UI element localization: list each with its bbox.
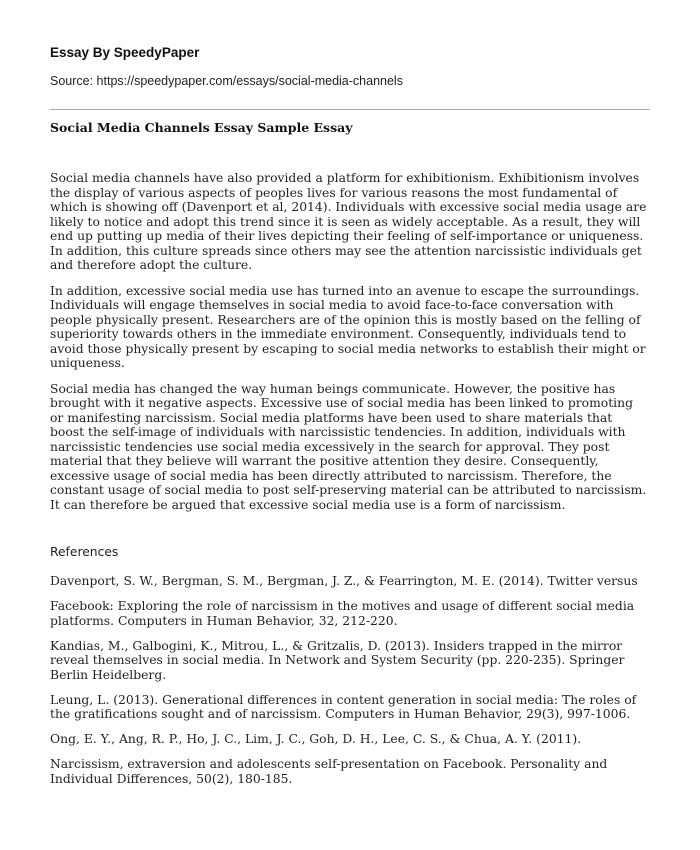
references-section [50,545,650,797]
reference-item: Facebook: Exploring the role of narcissism in the motives and usage of different social media platforms. Computers in Human Behavior, 32, 212-220. [50,599,635,628]
reference-item: Davenport, S. W., Bergman, S. M., Bergman, J. Z., & Fearrington, M. E. (2014). Twitter versus [50,574,638,588]
reference-item: Ong, E. Y., Ang, R. P., Ho, J. C., Lim, J. C., Goh, D. H., Lee, C. S., & Chua, A. Y. (2011). [50,732,582,746]
reference-item: Leung, L. (2013). Generational differences in content generation in social media: The roles of the gratifications sought and of narcissism. Computers in Human Behavior, 29(3), 997-1006. [50,692,637,721]
site-title: Essay By SpeedyPaper [50,45,200,60]
paragraph: Social media channels have also provided a platform for exhibitionism. Exhibitionism involves the display of various aspects of peoples lives for various reasons the most fundamental of which is showing off (Davenport et al, 2014). Individuals with excessive social media usage are likely to notice and adopt this trend since it is seen as widely acceptable. As a result, they will end up putting up media of their lives depicting their feeling of self-importance or uniqueness. In addition, this culture spreads since others may see the attention narcissistic individuals get and therefore adopt the culture. [50,171,647,272]
essay-body [50,171,650,523]
header-divider [50,109,650,110]
essay-title: Social Media Channels Essay Sample Essay [50,120,353,135]
paragraph: Social media has changed the way human beings communicate. However, the positive has brought with it negative aspects. Excessive use of social media has been linked to promoting or manifesting narcissism. Social media platforms have been used to share materials that boost the self-image of individuals with narcissistic tendencies. In addition, individuals with narcissistic tendencies use social media excessively in the search for approval. They post material that they believe will warrant the positive attention they desire. Consequently, excessive usage of social media has been directly attributed to narcissism. Therefore, the constant usage of social media to post self-preserving material can be attributed to narcissism. It can therefore be argued that excessive social media use is a form of narcissism. [50,381,647,512]
source-line: Source: https://speedypaper.com/essays/social-media-channels [50,74,403,88]
paragraph: In addition, excessive social media use has turned into an avenue to escape the surroundings. Individuals will engage themselves in social media to avoid face-to-face conversation with people physically present. Researchers are of the opinion this is mostly based on the felling of superiority towards others in the immediate environment. Consequently, individuals tend to avoid those physically present by escaping to social media networks to establish their might or uniqueness. [50,283,646,370]
reference-item: Kandias, M., Galbogini, K., Mitrou, L., & Gritzalis, D. (2013). Insiders trapped in the mirror reveal themselves in social media. In Network and System Security (pp. 220-235). Springer Berlin Heidelberg. [50,638,625,682]
references-heading: References [50,545,119,559]
document-header [50,45,650,88]
reference-item: Narcissism, extraversion and adolescents self-presentation on Facebook. Personality and Individual Differences, 50(2), 180-185. [50,757,608,786]
